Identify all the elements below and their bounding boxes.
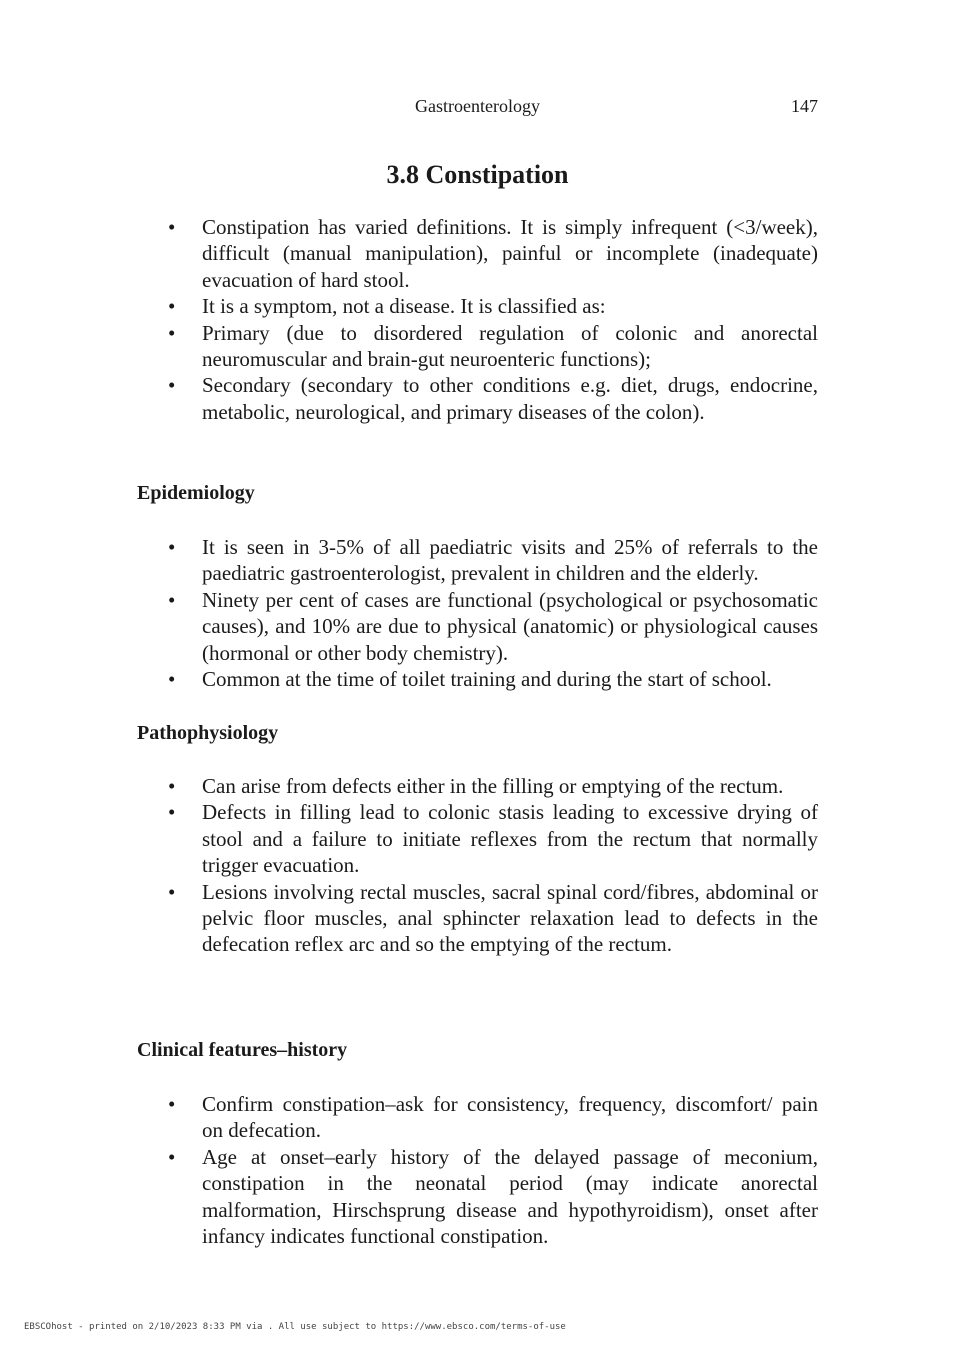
bullet-icon: •: [168, 587, 176, 612]
list-item: [137, 666, 818, 692]
bullet-icon: •: [168, 1092, 176, 1116]
list-item: [137, 587, 818, 666]
list-item: [137, 372, 818, 425]
bullet-icon: •: [168, 294, 176, 319]
list-item-text: Confirm constipation–ask for consistency, frequency, discomfort/ pain on defecation.: [202, 1092, 818, 1143]
list-item: [137, 879, 818, 958]
list-item-text: Common at the time of toilet training and during the start of school.: [202, 667, 772, 692]
list-item: [137, 773, 818, 799]
intro-list: [137, 214, 818, 425]
pathophysiology-heading: Pathophysiology: [137, 722, 279, 744]
bullet-icon: •: [168, 879, 176, 904]
list-item-text: Primary (due to disordered regulation of colonic and anorectal neuromuscular and brain-gut neuroenteric functions);: [202, 320, 818, 372]
list-item-text: Can arise from defects either in the filling or emptying of the rectum.: [202, 774, 784, 798]
epidemiology-heading: Epidemiology: [137, 482, 255, 504]
list-item: [137, 534, 818, 587]
list-item-text: It is seen in 3-5% of all paediatric visits and 25% of referrals to the paediatric gastroenterologist, prevalent in children and the elderly.: [202, 535, 818, 586]
list-item: [137, 214, 818, 293]
running-head: [0, 96, 955, 122]
section-title: 3.8 Constipation: [386, 160, 569, 189]
list-item-text: Age at onset–early history of the delayed passage of meconium, constipation in the neonatal period (may indicate anorectal malformation, Hirschsprung disease and hypothyroidism), onset after infancy indicates functional constipation.: [202, 1144, 818, 1249]
list-item: [137, 1091, 818, 1144]
clinical-history-heading: Clinical features–history: [137, 1039, 348, 1061]
list-item-text: Secondary (secondary to other conditions e.g. diet, drugs, endocrine, metabolic, neurological, and primary diseases of the colon).: [202, 373, 818, 424]
intro-list-block: [137, 214, 818, 425]
bullet-icon: •: [168, 774, 176, 798]
bullet-icon: •: [168, 1144, 176, 1169]
bullet-icon: •: [168, 535, 176, 559]
bullet-icon: •: [168, 320, 176, 345]
list-item: [137, 799, 818, 878]
list-item-text: Constipation has varied definitions. It is simply infrequent (<3/week), difficult (manual manipulation), painful or incomplete (inadequate) evacuation of hard stool.: [202, 215, 818, 292]
epidemiology-list-block: [137, 534, 818, 692]
pathophysiology-list: [137, 773, 818, 958]
running-title: Gastroenterology: [415, 96, 540, 116]
epidemiology-list: [137, 534, 818, 692]
bullet-icon: •: [168, 667, 176, 692]
pathophysiology-list-block: [137, 773, 818, 958]
clinical-history-list-block: [137, 1091, 818, 1249]
list-item: [137, 293, 818, 319]
ebsco-footer-note: EBSCOhost - printed on 2/10/2023 8:33 PM via . All use subject to https://www.ebsco.com/terms-of-use: [24, 1322, 566, 1332]
list-item-text: Defects in filling lead to colonic stasis leading to excessive drying of stool and a failure to initiate reflexes from the rectum that normally trigger evacuation.: [202, 800, 818, 878]
bullet-icon: •: [168, 800, 176, 825]
list-item-text: It is a symptom, not a disease. It is classified as:: [202, 294, 606, 319]
list-item-text: Lesions involving rectal muscles, sacral spinal cord/fibres, abdominal or pelvic floor muscles, anal sphincter relaxation lead to defects in the defecation reflex arc and so the emptying of the rectum.: [202, 879, 818, 957]
page-number: 147: [791, 96, 818, 116]
bullet-icon: •: [168, 373, 176, 398]
clinical-history-list: [137, 1091, 818, 1249]
list-item-text: Ninety per cent of cases are functional (psychological or psychosomatic causes), and 10% are due to physical (anatomic) or physiological causes (hormonal or other body chemistry).: [202, 587, 818, 665]
list-item: [137, 1144, 818, 1250]
bullet-icon: •: [168, 215, 176, 239]
list-item: [137, 320, 818, 373]
